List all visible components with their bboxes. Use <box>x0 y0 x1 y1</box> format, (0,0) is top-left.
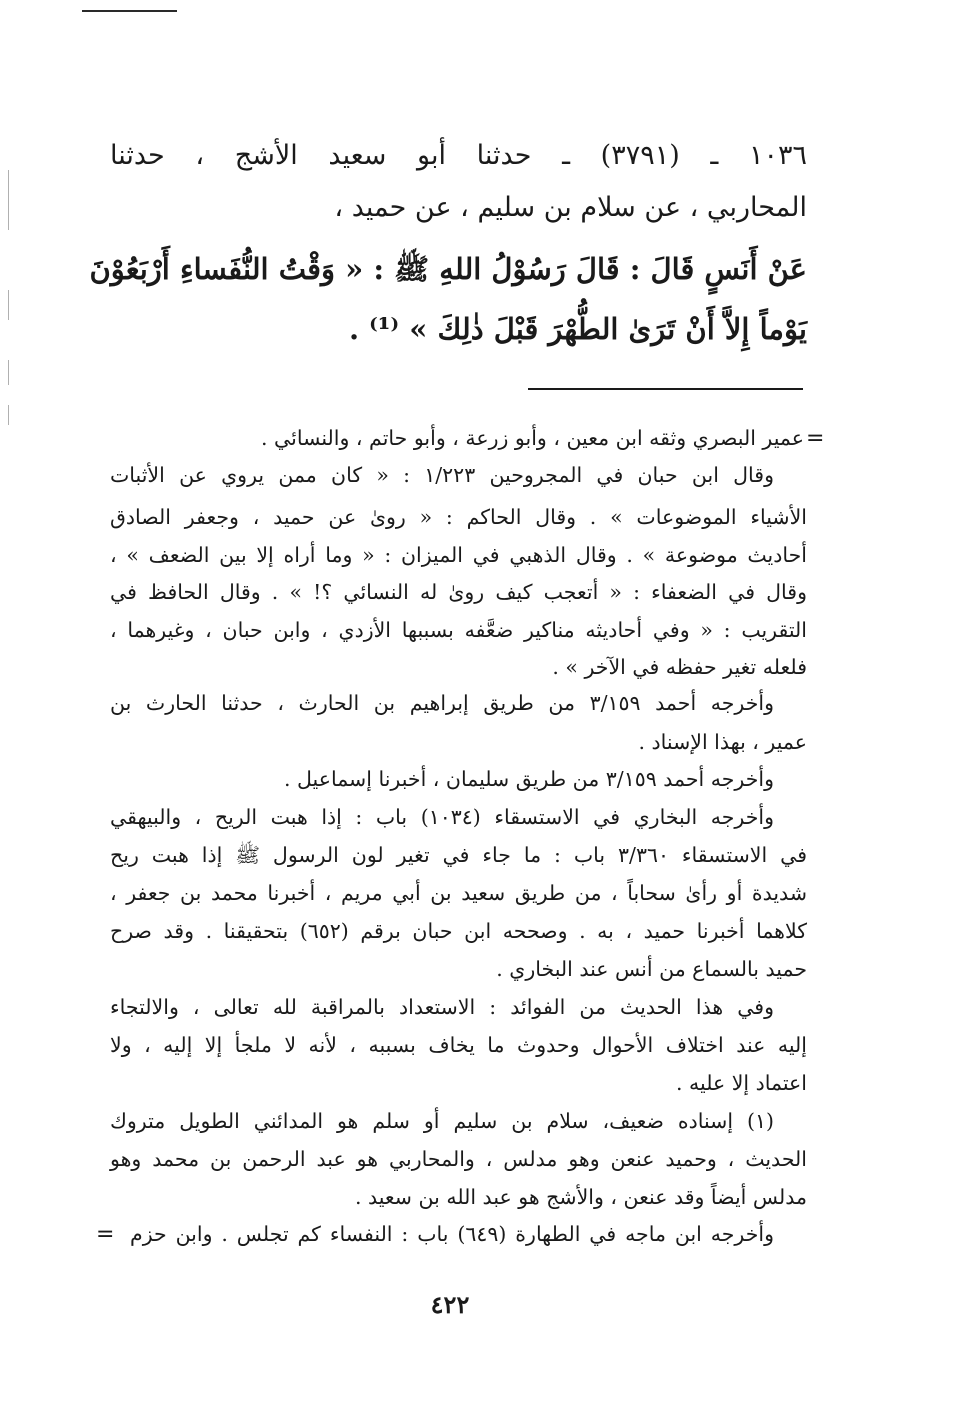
page-number: ٤٢٢ <box>430 1290 470 1319</box>
footnote-line: اعتماد إلا عليه . <box>676 1071 807 1095</box>
footnote-line: وقال في الضعفاء : « أتعجب كيف روىٰ له النسائي ؟! » . وقال الحافظ في <box>110 580 807 604</box>
footnote-divider <box>528 388 803 390</box>
footnote-line: عمير البصري وثقه ابن معين ، وأبو زرعة ، وأبو حاتم ، والنسائي . <box>261 426 804 450</box>
margin-mark <box>8 360 9 385</box>
top-rule <box>82 10 177 12</box>
footnote-line: الحديث ، وحميد عنعن وهو مدلس ، والمحاربي هو عبد الرحمن بن محمد وهو <box>110 1147 807 1171</box>
footnote-line: عمير ، بهذا الإسناد . <box>638 730 807 754</box>
footnote-line: الأشياء الموضوعات » . وقال الحاكم : « روىٰ عن حميد ، وجعفر الصادق <box>110 505 807 529</box>
hadith-matn-line: عَنْ أَنَسٍ قَالَ : قَالَ رَسُوْلُ اللهِ ﷺ : « وَقْتُ النُّفَساءِ أَرْبَعُوْنَ <box>89 252 807 286</box>
margin-mark <box>8 170 9 230</box>
footnote-line: (١) إسناده ضعيف، سلام بن سليم أو سلم هو المدائني الطويل متروك <box>110 1109 774 1133</box>
footnote-line: وقال ابن حبان في المجروحين ١/٢٢٣ : « كان ممن يروي عن الأثبات <box>110 463 774 487</box>
margin-mark <box>8 405 9 425</box>
footnote-line: إليه عند اختلاف الأحوال وحدوث ما يخاف بسببه ، لأنه لا ملجأ إلا إليه ، ولا <box>110 1033 807 1057</box>
hadith-matn-line: يَوْماً إِلاَّ أَنْ تَرَىٰ الطُّهْرَ قَبْلَ ذٰلِكَ » ⁽¹⁾ . <box>348 312 807 346</box>
continued-from-mark: = <box>806 426 825 451</box>
footnote-line: شديدة أو رأىٰ سحاباً ، من طريق سعيد بن أبي مريم ، أخبرنا محمد بن جعفر ، <box>110 881 807 905</box>
footnote-line: حميد بالسماع من أنس عند البخاري . <box>496 957 807 981</box>
footnote-line: وأخرجه البخاري في الاستسقاء (١٠٣٤) باب : إذا هبت الريح ، والبيهقي <box>110 805 774 829</box>
footnote-line: مدلس أيضاً وقد عنعن ، والأشج هو عبد الله بن سعيد . <box>354 1185 807 1209</box>
footnote-line: وأخرجه أحمد ٣/١٥٩ من طريق سليمان ، أخبرنا إسماعيل . <box>283 767 774 791</box>
footnote-line: كلاهما أخبرنا حميد ، به . وصححه ابن حبان برقم (٦٥٢) بتحقيقنا . وقد صرح <box>110 919 807 943</box>
footnote-line: وفي هذا الحديث من الفوائد : الاستعداد بالمراقبة لله تعالى ، والالتجاء <box>110 995 774 1019</box>
footnote-line: فلعله تغير حفظه في الآخر » . <box>552 655 807 679</box>
margin-mark <box>8 290 9 320</box>
continued-to-mark: = <box>96 1222 115 1247</box>
hadith-isnad-line: المحاربي ، عن سلام بن سليم ، عن حميد ، <box>334 192 807 223</box>
footnote-line: أحاديث موضوعة » . وقال الذهبي في الميزان : « وما أراه إلا بين الضعف » ، <box>110 543 807 567</box>
footnote-line: في الاستسقاء ٣/٣٦٠ باب : ما جاء في تغير لون الرسول ﷺ إذا هبت ريح <box>110 843 808 867</box>
hadith-isnad-line: ١٠٣٦ ـ (٣٧٩١) ـ حدثنا أبو سعيد الأشج ، حدثنا <box>110 140 808 171</box>
footnote-line: وأخرجه ابن ماجه في الطهارة (٦٤٩) باب : النفساء كم تجلس . وابن حزم <box>130 1222 774 1246</box>
footnote-line: وأخرجه أحمد ٣/١٥٩ من طريق إبراهيم بن الحارث ، حدثنا الحارث بن <box>110 691 774 715</box>
footnote-line: التقريب : « وفي أحاديثه مناكير ضعَّفه بسببها الأزدي ، وابن حبان ، وغيرهما ، <box>110 618 807 642</box>
